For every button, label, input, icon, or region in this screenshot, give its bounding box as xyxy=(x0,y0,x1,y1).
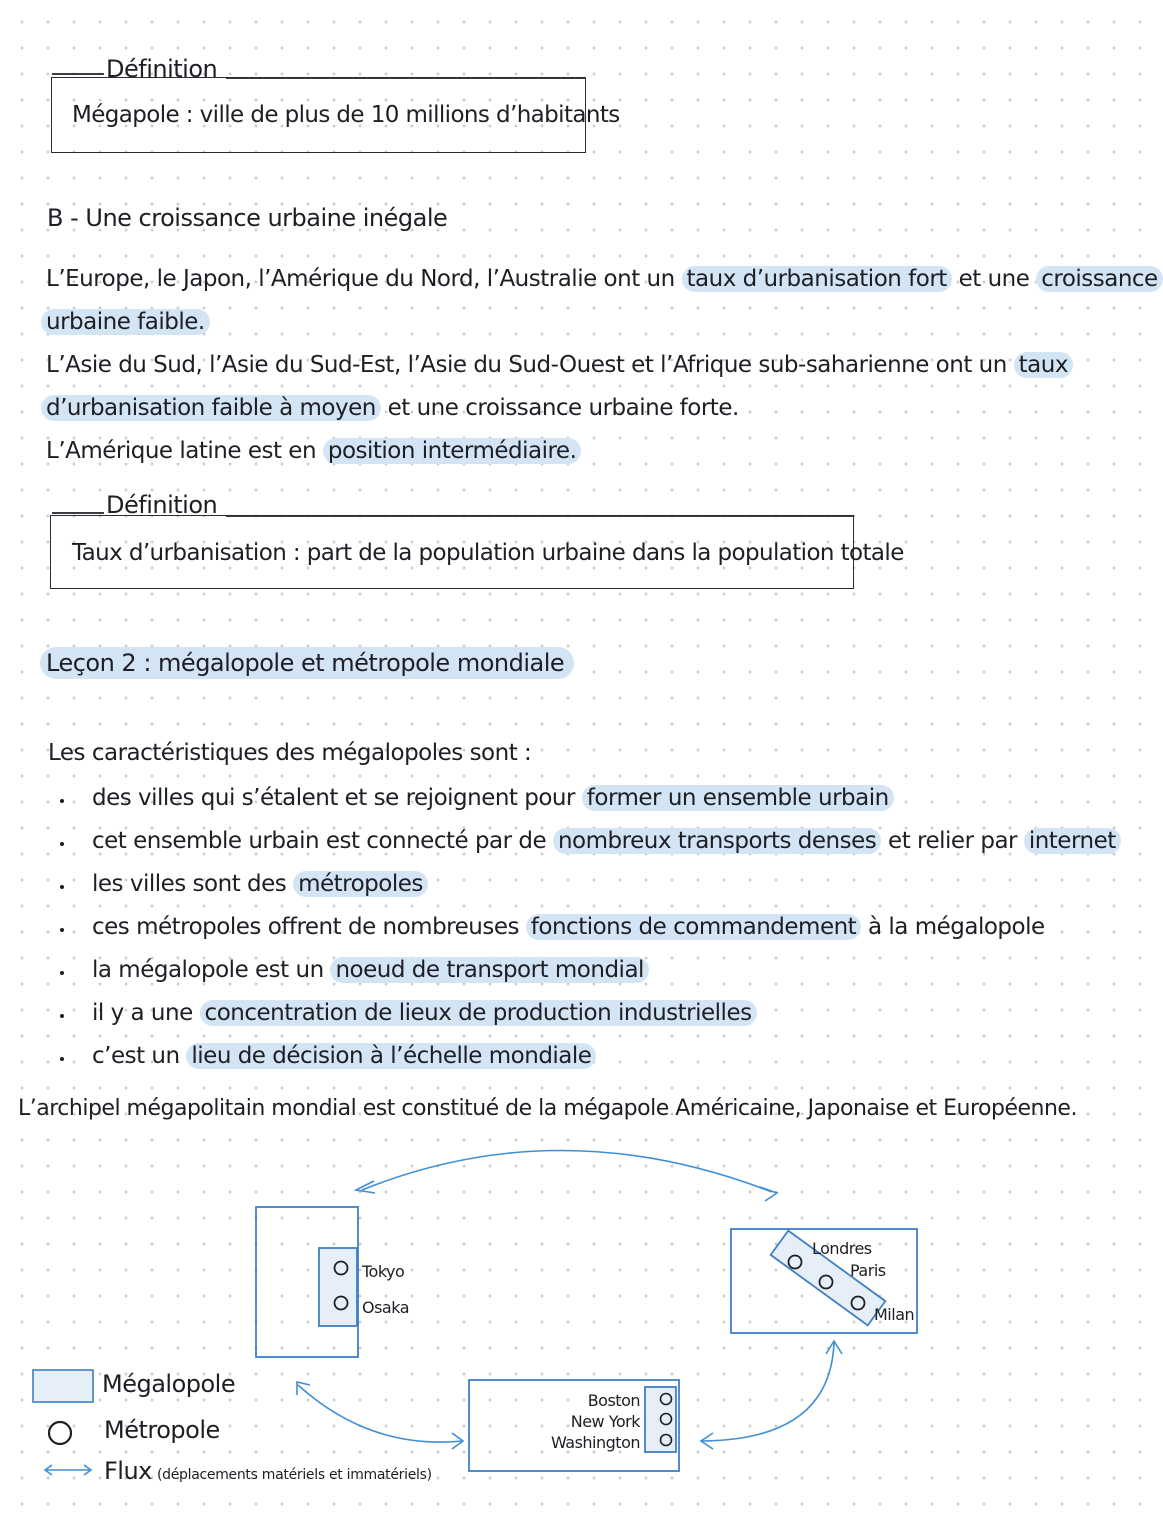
bullet-7-text: c’est un xyxy=(92,1043,187,1069)
bullet-4-text-b: à la mégalopole xyxy=(861,914,1045,940)
legend-megalopole-label: Mégalopole xyxy=(102,1370,236,1398)
definition2-title: Définition xyxy=(106,491,218,519)
legend-flux-icon xyxy=(45,1465,91,1475)
bullet-2-highlight: nombreux transports denses xyxy=(553,828,881,854)
flow-arrow-usa-europe xyxy=(702,1343,834,1441)
p1-text-b: et une xyxy=(951,266,1037,292)
washington-label: Washington xyxy=(550,1433,640,1452)
tokyo-label: Tokyo xyxy=(362,1262,405,1281)
bullet-1-highlight: former un ensemble urbain xyxy=(582,785,894,811)
p3-highlight: position intermédiaire. xyxy=(323,438,582,464)
osaka-label: Osaka xyxy=(362,1298,410,1317)
section-b-heading: B - Une croissance urbaine inégale xyxy=(47,204,448,232)
definition2-text: Taux d’urbanisation : part de la population urbaine dans la population totale xyxy=(72,540,904,566)
p3-text-a: L’Amérique latine est en xyxy=(46,438,323,464)
milan-label: Milan xyxy=(874,1305,915,1324)
bullet-3-text: les villes sont des xyxy=(92,871,294,897)
definition1-title: Définition xyxy=(106,55,218,83)
bullet-5-text: la mégalopole est un xyxy=(92,957,331,983)
p1-text-a: L’Europe, le Japon, l’Amérique du Nord, l’Australie ont un xyxy=(46,266,682,292)
boston-label: Boston xyxy=(587,1391,640,1410)
bullet-7-highlight: lieu de décision à l’échelle mondiale xyxy=(186,1043,596,1069)
bullet-4-text: ces métropoles offrent de nombreuses xyxy=(92,914,526,940)
p1-highlight-growth: croissance xyxy=(1036,266,1163,292)
flow-arrow-japan-usa xyxy=(298,1385,462,1442)
bullet-6-highlight: concentration de lieux de production industrielles xyxy=(200,1000,757,1026)
legend-flux-detail: (déplacements matériels et immatériels) xyxy=(156,1467,432,1483)
p1-highlight-growth-cont: urbaine faible. xyxy=(41,309,210,335)
flow-arrowhead-japan xyxy=(356,1181,375,1193)
p2-highlight: taux xyxy=(1014,352,1073,378)
lesson2-conclusion: L’archipel mégapolitain mondial est constitué de la mégapole Américaine, Japonaise et Européenne. xyxy=(18,1096,1077,1121)
bullet-2-text: cet ensemble urbain est connecté par de xyxy=(92,828,553,854)
p2-text-a: L’Asie du Sud, l’Asie du Sud-Est, l’Asie du Sud-Ouest et l’Afrique sub-saharienne ont un xyxy=(46,352,1014,378)
legend-flux xyxy=(104,1457,432,1485)
lesson2-intro: Les caractéristiques des mégalopoles sont : xyxy=(48,740,532,766)
legend-megalopole-swatch xyxy=(33,1370,93,1402)
japan-inner-box xyxy=(319,1248,357,1326)
bullet-4-highlight: fonctions de commandement xyxy=(526,914,861,940)
definition1-text: Mégapole : ville de plus de 10 millions d’habitants xyxy=(72,102,620,128)
legend-metropole-icon xyxy=(49,1422,71,1444)
bullet-3-highlight: métropoles xyxy=(293,871,428,897)
p2-text-b: et une croissance urbaine forte. xyxy=(380,395,739,421)
flow-arrow-japan-europe xyxy=(362,1150,772,1192)
newyork-label: New York xyxy=(570,1412,640,1431)
paris-label: Paris xyxy=(850,1261,886,1280)
p2-highlight-cont: d’urbanisation faible à moyen xyxy=(41,395,381,421)
legend-flux-label: Flux xyxy=(104,1457,152,1485)
bullet-5-highlight: noeud de transport mondial xyxy=(330,957,648,983)
bullet-2-text-b: et relier par xyxy=(881,828,1024,854)
p1-highlight-rate: taux d’urbanisation fort xyxy=(682,266,952,292)
lesson2-heading-text: Leçon 2 : mégalopole et métropole mondiale xyxy=(40,647,574,679)
legend-metropole-label: Métropole xyxy=(104,1416,220,1444)
bullet-2-highlight-2: internet xyxy=(1024,828,1121,854)
bullet-1-text: des villes qui s’étalent et se rejoignent pour xyxy=(92,785,582,811)
bullet-6-text: il y a une xyxy=(92,1000,200,1026)
londres-label: Londres xyxy=(812,1239,872,1258)
